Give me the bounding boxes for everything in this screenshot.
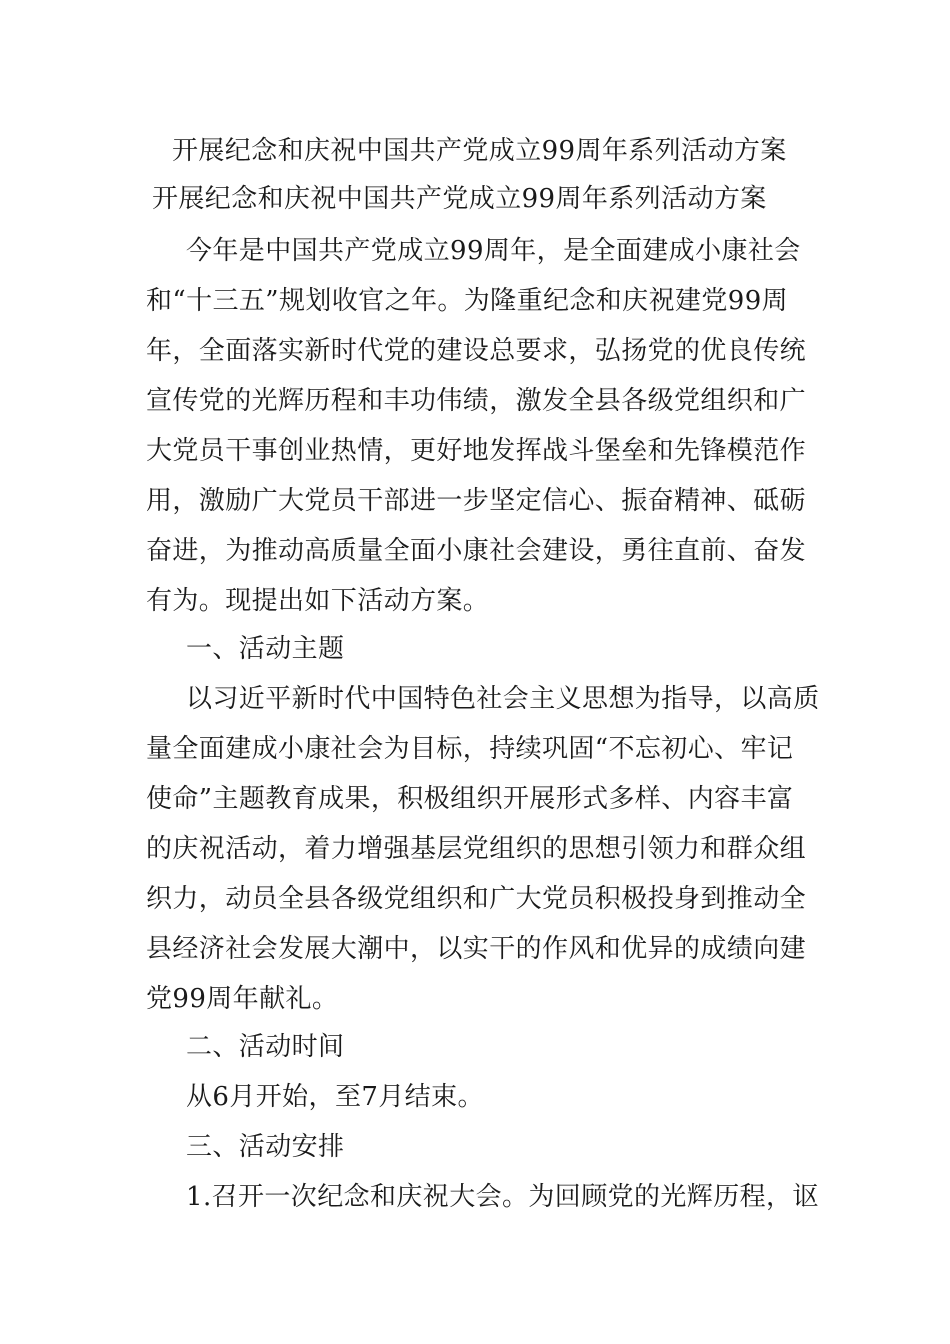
paragraph-line: 有为。现提出如下活动方案。 (146, 586, 490, 616)
paragraph-line: 党99周年献礼。 (146, 984, 339, 1014)
paragraph-line: 1.召开一次纪念和庆祝大会。为回顾党的光辉历程，讴 (186, 1182, 819, 1212)
paragraph-line: 今年是中国共产党成立99周年，是全面建成小康社会 (186, 236, 801, 266)
paragraph-line: 量全面建成小康社会为目标，持续巩固“不忘初心、牢记 (146, 734, 794, 764)
section-heading: 三、活动安排 (186, 1132, 345, 1162)
paragraph-line: 县经济社会发展大潮中，以实干的作风和优异的成绩向建 (146, 934, 807, 964)
paragraph-line: 织力，动员全县各级党组织和广大党员积极投身到推动全 (146, 884, 807, 914)
paragraph-line: 奋进，为推动高质量全面小康社会建设，勇往直前、奋发 (146, 536, 807, 566)
paragraph-line: 的庆祝活动，着力增强基层党组织的思想引领力和群众组 (146, 834, 807, 864)
document-title: 开展纪念和庆祝中国共产党成立99周年系列活动方案 (172, 136, 787, 166)
section-heading: 一、活动主题 (186, 634, 345, 664)
paragraph-line: 大党员干事创业热情，更好地发挥战斗堡垒和先锋模范作 (146, 436, 807, 466)
paragraph-line: 用，激励广大党员干部进一步坚定信心、振奋精神、砥砺 (146, 486, 807, 516)
paragraph-line: 和“十三五”规划收官之年。为隆重纪念和庆祝建党99周 (146, 286, 789, 316)
paragraph-line: 使命”主题教育成果，积极组织开展形式多样、内容丰富 (146, 784, 794, 814)
paragraph-line: 年，全面落实新时代党的建设总要求，弘扬党的优良传统 (146, 336, 807, 366)
paragraph-line: 从6月开始，至7月结束。 (186, 1082, 484, 1112)
paragraph-line: 宣传党的光辉历程和丰功伟绩，激发全县各级党组织和广 (146, 386, 807, 416)
section-heading: 二、活动时间 (186, 1032, 345, 1062)
paragraph-line: 以习近平新时代中国特色社会主义思想为指导，以高质 (186, 684, 820, 714)
document-subtitle: 开展纪念和庆祝中国共产党成立99周年系列活动方案 (152, 184, 767, 214)
